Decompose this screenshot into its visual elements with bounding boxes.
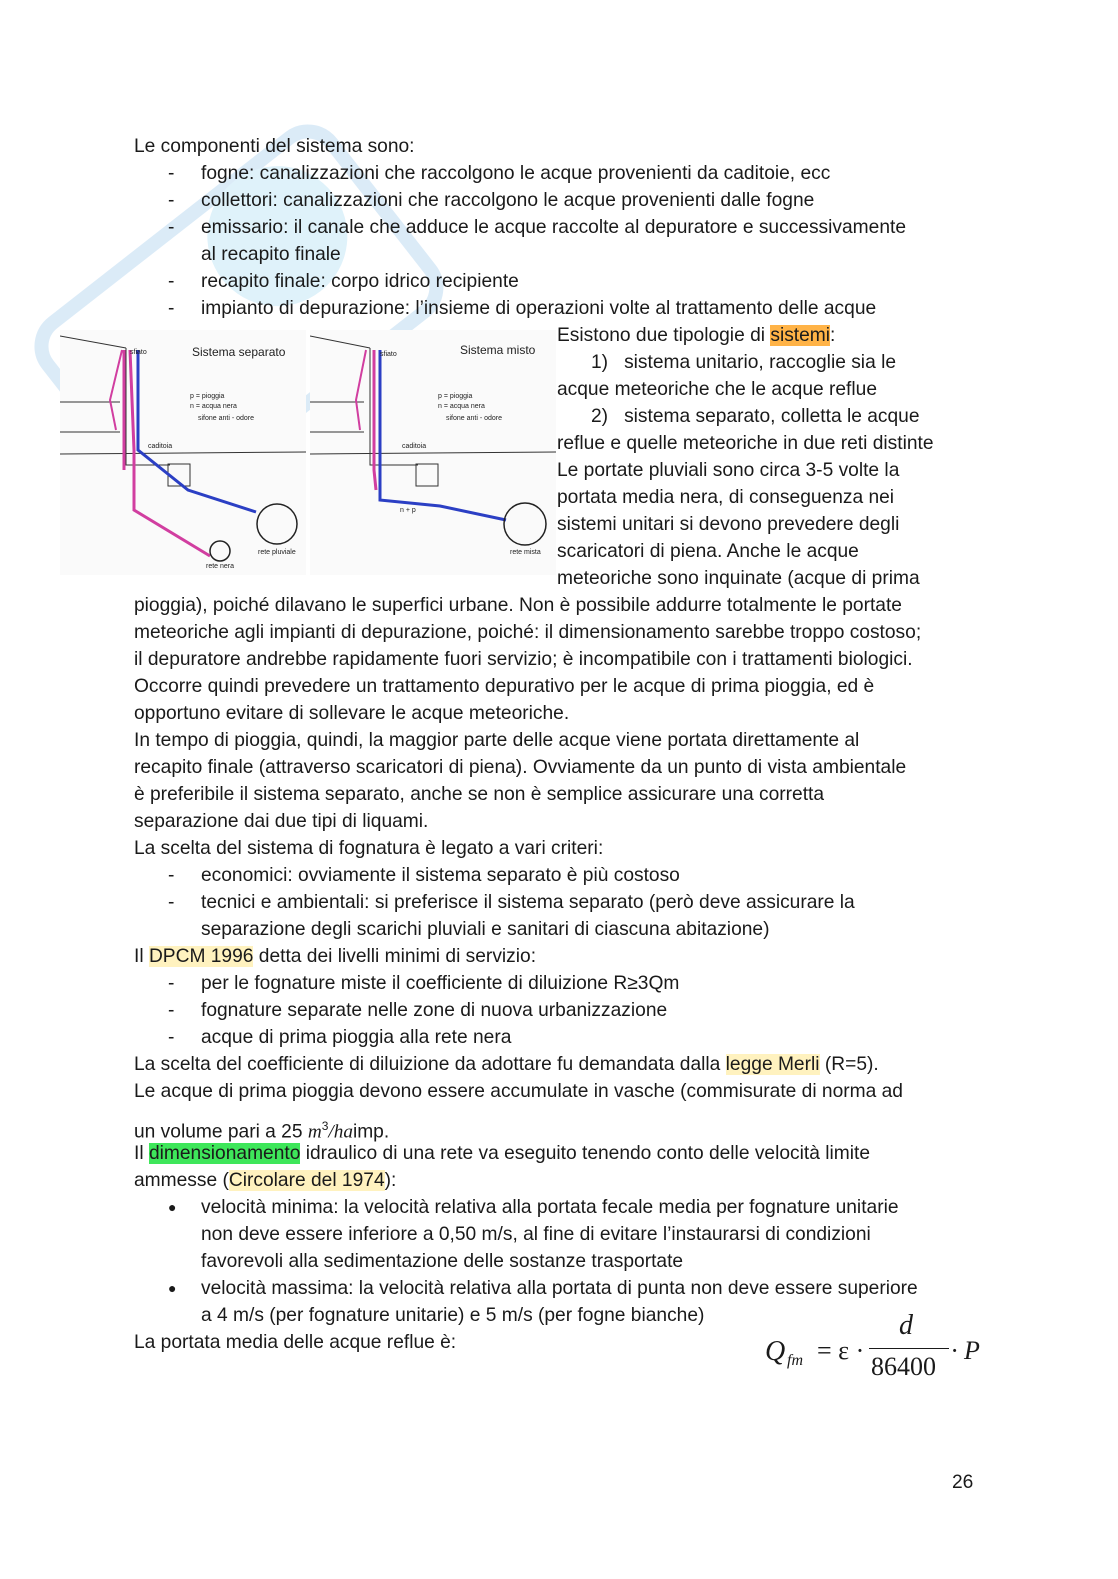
dpcm-line (134, 943, 536, 970)
highlight-legge-merli: legge Merli (725, 1054, 820, 1075)
item-text: sistema unitario, raccoglie sia le (624, 352, 897, 373)
highlight-dimensionamento: dimensionamento (148, 1143, 301, 1164)
criteria-item-continuation: separazione degli scarichi pluviali e sanitari di ciascuna abitazione) (201, 919, 770, 940)
fig-legend-item: p = pioggia (190, 393, 225, 400)
formula-tail: · P (951, 1336, 980, 1365)
side-text-line: reflue e quelle meteoriche in due reti distinte (557, 433, 934, 454)
item-text: sistema separato, colletta le acque (624, 406, 920, 427)
fig-title: Sistema misto (460, 343, 536, 357)
dim-pre: Il (134, 1143, 149, 1164)
speed-item-continuation: favorevoli alla sedimentazione delle sostanze trasportate (201, 1251, 684, 1272)
side-text-line: Le portate pluviali sono circa 3-5 volte la (557, 460, 900, 481)
volume-pre: un volume pari a 25 (134, 1121, 308, 1143)
formula-lhs: Q (765, 1336, 786, 1367)
side-text-line: scaricatori di piena. Anche le acque (557, 541, 859, 562)
dpcm-item: acque di prima pioggia alla rete nera (201, 1027, 512, 1048)
fig-legend-item: sifone anti - odore (446, 415, 503, 422)
fig-label-sfiato: sfiato (380, 351, 397, 358)
bullet-marker: ● (168, 1199, 177, 1215)
fig-legend-item: n = acqua nera (438, 403, 485, 410)
component-item-continuation: al recapito finale (201, 244, 341, 265)
volume-m: m (307, 1121, 322, 1143)
highlight-dpcm: DPCM 1996 (148, 946, 254, 967)
component-item: collettori: canalizzazioni che raccolgono le acque provenienti dalle fogne (201, 190, 815, 211)
fig-legend-item: n = acqua nera (190, 403, 237, 410)
volume-unit: /ha (328, 1121, 353, 1143)
dash-marker: - (168, 163, 175, 184)
numbered-item-1 (591, 349, 896, 376)
fig-label-sfiato: sfiato (130, 349, 147, 356)
amm-pre: ammesse ( (134, 1170, 229, 1191)
highlight-circolare: Circolare del 1974 (228, 1170, 385, 1191)
formula-numerator: d (899, 1310, 913, 1341)
component-item: impianto di depurazione: l’insieme di operazioni volte al trattamento delle acque (201, 298, 877, 319)
component-item: recapito finale: corpo idrico recipiente (201, 271, 519, 292)
fig-label-np: n + p (400, 507, 416, 514)
body-line: In tempo di pioggia, quindi, la maggior parte delle acque viene portata direttamente al (134, 730, 860, 751)
dpcm-item: per le fognature miste il coefficiente di diluizione R≥3Qm (201, 973, 680, 994)
dpcm-item: fognature separate nelle zone di nuova urbanizzazione (201, 1000, 668, 1021)
speed-item-continuation: non deve essere inferiore a 0,50 m/s, al fine di evitare l’instaurarsi di condizioni (201, 1224, 871, 1245)
body-line: meteoriche agli impianti di depurazione, poiché: il dimensionamento sarebbe troppo costoso; (134, 622, 922, 643)
body-line: separazione dai due tipi di liquami. (134, 811, 429, 832)
dim-post: idraulico di una rete va eseguito tenendo conto delle velocità limite (300, 1143, 870, 1164)
dash-marker: - (168, 217, 175, 238)
sistemi-colon: : (830, 325, 836, 346)
numbered-item-2 (591, 403, 920, 430)
speed-item: velocità minima: la velocità relativa alla portata fecale media per fognature unitarie (201, 1197, 899, 1218)
figure-sistema-misto (310, 330, 556, 575)
component-item: emissario: il canale che adduce le acque raccolte al depuratore e successivamente (201, 217, 907, 238)
formula-fraction-bar (869, 1348, 949, 1349)
merli-post: (R=5). (819, 1054, 879, 1075)
item-number: 1) (591, 352, 609, 373)
dash-marker: - (168, 865, 175, 886)
body-line: La scelta del sistema di fognatura è legato a vari criteri: (134, 838, 604, 859)
dpcm-pre: Il (134, 946, 149, 967)
side-text-line: sistemi unitari si devono prevedere degli (557, 514, 900, 535)
intro-text: Le componenti del sistema sono: (134, 136, 415, 157)
speed-item: velocità massima: la velocità relativa alla portata di punta non deve essere superiore (201, 1278, 918, 1299)
fig-label-rete-mista: rete mista (510, 549, 541, 556)
dash-marker: - (168, 298, 175, 319)
merli-line (134, 1051, 879, 1078)
criteria-item: tecnici e ambientali: si preferisce il sistema separato (però deve assicurare la (201, 892, 855, 913)
formula-lhs-subscript: fm (787, 1352, 803, 1369)
fig-legend-item: p = pioggia (438, 393, 473, 400)
sistemi-lead: Esistono due tipologie di (557, 325, 771, 346)
highlight-sistemi: sistemi (770, 325, 831, 346)
page-number: 26 (952, 1472, 974, 1493)
criteria-item: economici: ovviamente il sistema separato è più costoso (201, 865, 680, 886)
body-line: opportuno evitare di sollevare le acque meteoriche. (134, 703, 570, 724)
dash-marker: - (168, 892, 175, 913)
fig-label-rete-nera: rete nera (206, 563, 235, 570)
fig-title: Sistema separato (192, 345, 286, 359)
fig-label-rete-pluviale: rete pluviale (258, 549, 296, 556)
dash-marker: - (168, 1027, 175, 1048)
fig-legend-item: sifone anti - odore (198, 415, 255, 422)
side-text-line: acque meteoriche che le acque reflue (557, 379, 877, 400)
body-line: il depuratore andrebbe rapidamente fuori servizio; è incompatibile con i trattamenti biologici. (134, 649, 913, 670)
dimensionamento-line (134, 1140, 870, 1167)
dash-marker: - (168, 190, 175, 211)
dash-marker: - (168, 973, 175, 994)
portata-line: La portata media delle acque reflue è: (134, 1332, 457, 1353)
figure-sistema-separato (60, 330, 306, 575)
component-item: fogne: canalizzazioni che raccolgono le acque provenienti da caditoie, ecc (201, 163, 831, 184)
fig-label-caditoia: caditoia (402, 443, 427, 450)
volume-post: imp. (352, 1121, 390, 1143)
dash-marker: - (168, 1000, 175, 1021)
merli-pre: La scelta del coefficiente di diluizione da adottare fu demandata dalla (134, 1054, 726, 1075)
vasche-line: Le acque di prima pioggia devono essere accumulate in vasche (commisurate di norma ad (134, 1081, 903, 1102)
formula-equals: = ε · (817, 1336, 865, 1365)
speed-item-continuation: a 4 m/s (per fognature unitarie) e 5 m/s (per fogne bianche) (201, 1305, 705, 1326)
bullet-marker: ● (168, 1280, 177, 1296)
body-line: Occorre quindi prevedere un trattamento depurativo per le acque di prima pioggia, ed è (134, 676, 875, 697)
body-line: è preferibile il sistema separato, anche se non è semplice assicurare una corretta (134, 784, 825, 805)
ammesse-line (134, 1167, 396, 1194)
item-number: 2) (591, 406, 609, 427)
fig-label-caditoia: caditoia (148, 443, 173, 450)
amm-post: ): (384, 1170, 397, 1191)
dash-marker: - (168, 271, 175, 292)
side-text-line: portata media nera, di conseguenza nei (557, 487, 895, 508)
side-text-line: meteoriche sono inquinate (acque di prima (557, 568, 920, 589)
volume-exponent: 3 (321, 1119, 329, 1133)
body-line: pioggia), poiché dilavano le superfici urbane. Non è possibile addurre totalmente le portate (134, 595, 902, 616)
body-line: recapito finale (attraverso scaricatori di piena). Ovviamente da un punto di vista ambientale (134, 757, 907, 778)
dpcm-post: detta dei livelli minimi di servizio: (253, 946, 537, 967)
formula-portata-media (765, 1310, 995, 1388)
formula-denominator: 86400 (871, 1352, 936, 1381)
sistemi-line (557, 322, 835, 349)
